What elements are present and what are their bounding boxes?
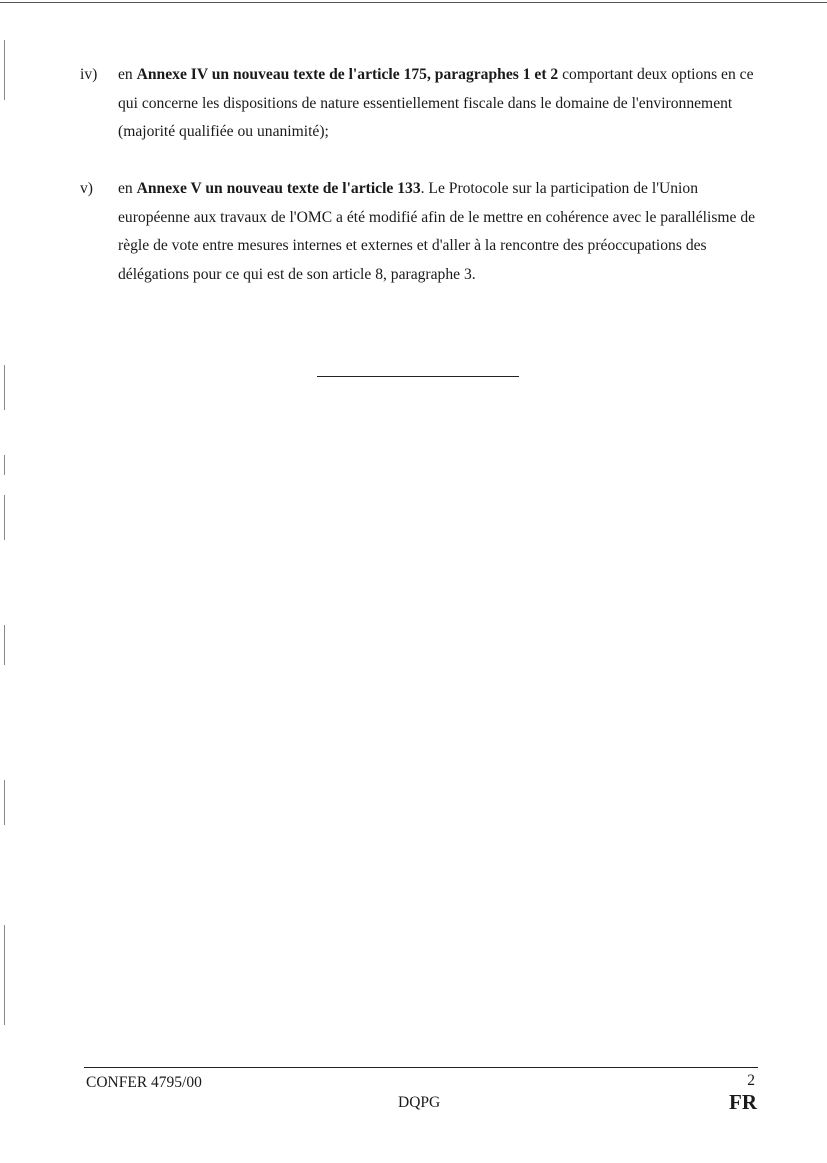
bold-reference: Annexe V un nouveau texte de l'article 133	[136, 180, 421, 197]
list-marker: iv)	[80, 66, 98, 83]
scan-left-margin-mark	[4, 365, 5, 410]
scan-left-margin-mark	[4, 40, 5, 100]
footer-rule	[84, 1067, 758, 1068]
language-code: FR	[729, 1090, 757, 1114]
list-item-iv	[80, 61, 760, 147]
list-text: en Annexe V un nouveau texte de l'article 133. Le Protocole sur la participation de l'Union européenne aux travaux de l'OMC a été modifié afin de le mettre en cohérence avec le parallélisme de règle de vote entre mesures internes et externes et d'aller à la rencontre des préoccupations des délégations pour ce qui est de son article 8, paragraphe 3.	[118, 180, 756, 283]
scan-left-margin-mark	[4, 625, 5, 665]
scan-left-margin-mark	[4, 455, 5, 475]
list-item-v	[80, 175, 760, 289]
list-text: en Annexe IV un nouveau texte de l'article 175, paragraphes 1 et 2 comportant deux options en ce qui concerne les dispositions de nature essentiellement fiscale dans le domaine de l'environnement (majorité qualifiée ou unanimité);	[118, 66, 754, 140]
bold-reference: Annexe IV un nouveau texte de l'article 175, paragraphes 1 et 2	[136, 66, 559, 83]
page-number: 2	[747, 1072, 755, 1089]
department-code: DQPG	[398, 1094, 441, 1111]
scan-left-margin-mark	[4, 925, 5, 1025]
document-reference: CONFER 4795/00	[86, 1074, 202, 1091]
scan-top-edge	[0, 2, 827, 3]
scan-left-margin-mark	[4, 495, 5, 540]
list-marker: v)	[80, 180, 93, 197]
scan-left-margin-mark	[4, 780, 5, 825]
end-of-text-rule	[317, 376, 519, 377]
